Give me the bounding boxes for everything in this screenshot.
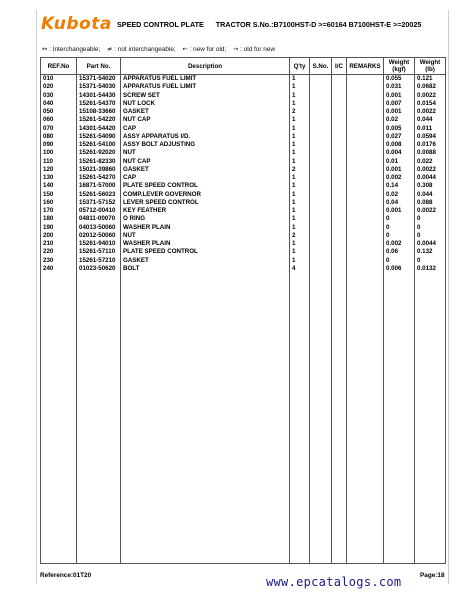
serial-no-cell bbox=[310, 158, 332, 166]
description-cell: GASKET bbox=[121, 166, 290, 174]
weight-kgf-cell: 0.04 bbox=[384, 199, 415, 207]
qty-cell: 2 bbox=[290, 108, 310, 116]
ref-no-cell: 170 bbox=[41, 207, 77, 215]
table-row bbox=[41, 83, 446, 91]
serial-no-cell bbox=[310, 83, 332, 91]
weight-lb-cell: 0.022 bbox=[415, 158, 446, 166]
qty-cell: 1 bbox=[290, 141, 310, 149]
ic-cell bbox=[332, 116, 347, 124]
table-row bbox=[41, 166, 446, 174]
ref-no-cell: 190 bbox=[41, 224, 77, 232]
part-no-cell: 15261-54090 bbox=[77, 133, 121, 141]
weight-lb-cell: 0 bbox=[415, 257, 446, 265]
serial-no-cell bbox=[310, 182, 332, 190]
weight-lb-cell: 0.132 bbox=[415, 248, 446, 256]
table-row bbox=[41, 199, 446, 207]
part-no-cell: 04811-00070 bbox=[77, 215, 121, 223]
description-cell: APPARATUS FUEL LIMIT bbox=[121, 75, 290, 84]
ic-cell bbox=[332, 149, 347, 157]
parts-table bbox=[40, 57, 446, 564]
part-no-cell: 05712-00410 bbox=[77, 207, 121, 215]
ref-no-cell: 070 bbox=[41, 125, 77, 133]
qty-cell: 1 bbox=[290, 248, 310, 256]
ic-cell bbox=[332, 182, 347, 190]
description-cell: CAP bbox=[121, 125, 290, 133]
weight-kgf-cell: 0.002 bbox=[384, 240, 415, 248]
page-number: Page:18 bbox=[420, 572, 445, 579]
ic-cell bbox=[332, 240, 347, 248]
description-cell: GASKET bbox=[121, 257, 290, 265]
remarks-cell bbox=[347, 240, 384, 248]
ref-no-cell: 160 bbox=[41, 199, 77, 207]
part-no-cell: 15261-92020 bbox=[77, 149, 121, 157]
weight-kgf-cell: 0.06 bbox=[384, 248, 415, 256]
serial-no-cell bbox=[310, 75, 332, 84]
description-cell: PLATE SPEED CONTROL bbox=[121, 182, 290, 190]
table-row bbox=[41, 174, 446, 182]
serial-no-cell bbox=[310, 108, 332, 116]
part-no-cell: 15261-82330 bbox=[77, 158, 121, 166]
description-cell: NUT LOCK bbox=[121, 100, 290, 108]
qty-cell: 1 bbox=[290, 92, 310, 100]
legend-item bbox=[42, 46, 100, 53]
weight-lb-cell: 0.011 bbox=[415, 125, 446, 133]
ref-no-cell: 220 bbox=[41, 248, 77, 256]
remarks-cell bbox=[347, 265, 384, 273]
empty-cell bbox=[290, 273, 310, 564]
ref-no-cell: 050 bbox=[41, 108, 77, 116]
weight-kgf-cell: 0.055 bbox=[384, 75, 415, 84]
description-cell: WASHER PLAIN bbox=[121, 224, 290, 232]
weight-kgf-cell: 0.02 bbox=[384, 191, 415, 199]
interchangeability-legend bbox=[42, 45, 280, 53]
table-row bbox=[41, 149, 446, 157]
weight-kgf-cell: 0.004 bbox=[384, 149, 415, 157]
weight-kgf-header: Weight (kgf) bbox=[384, 58, 415, 75]
ic-cell bbox=[332, 191, 347, 199]
description-cell: BOLT bbox=[121, 265, 290, 273]
table-row bbox=[41, 108, 446, 116]
qty-cell: 1 bbox=[290, 174, 310, 182]
ic-cell bbox=[332, 215, 347, 223]
serial-no-cell bbox=[310, 232, 332, 240]
qty-cell: 1 bbox=[290, 158, 310, 166]
weight-kgf-cell: 0.001 bbox=[384, 108, 415, 116]
weight-lb-cell: 0.044 bbox=[415, 116, 446, 124]
ic-cell bbox=[332, 108, 347, 116]
part-no-cell: 01023-50620 bbox=[77, 265, 121, 273]
ref-no-cell: 130 bbox=[41, 174, 77, 182]
weight-lb-cell: 0.0022 bbox=[415, 166, 446, 174]
serial-no-cell bbox=[310, 265, 332, 273]
table-row bbox=[41, 133, 446, 141]
interchangeable-icon: ↔ bbox=[42, 45, 48, 53]
weight-kgf-cell: 0.006 bbox=[384, 265, 415, 273]
page-title bbox=[117, 20, 421, 29]
ic-cell bbox=[332, 232, 347, 240]
weight-kgf-cell: 0.02 bbox=[384, 116, 415, 124]
ic-cell bbox=[332, 207, 347, 215]
new-for-old-icon: ← bbox=[182, 45, 188, 53]
weight-lb-cell: 0.0594 bbox=[415, 133, 446, 141]
weight-lb-cell: 0.0682 bbox=[415, 83, 446, 91]
serial-no-cell bbox=[310, 125, 332, 133]
ref-no-cell: 080 bbox=[41, 133, 77, 141]
description-cell: NUT bbox=[121, 149, 290, 157]
weight-lb-cell: 0 bbox=[415, 224, 446, 232]
ic-cell bbox=[332, 75, 347, 84]
empty-cell bbox=[77, 273, 121, 564]
ref-no-cell: 210 bbox=[41, 240, 77, 248]
weight-lb-cell: 0.0132 bbox=[415, 265, 446, 273]
weight-lb-cell: 0.121 bbox=[415, 75, 446, 84]
remarks-cell bbox=[347, 257, 384, 265]
legend-text: : Interchangeable; bbox=[49, 46, 101, 53]
ic-cell bbox=[332, 141, 347, 149]
remarks-cell bbox=[347, 191, 384, 199]
ic-cell bbox=[332, 224, 347, 232]
weight-lb-header: Weight (lb) bbox=[415, 58, 446, 75]
ref-no-cell: 240 bbox=[41, 265, 77, 273]
description-header: Description bbox=[121, 58, 290, 75]
remarks-cell bbox=[347, 166, 384, 174]
part-no-cell: 15261-56023 bbox=[77, 191, 121, 199]
serial-no-cell bbox=[310, 191, 332, 199]
ic-cell bbox=[332, 265, 347, 273]
serial-no-cell bbox=[310, 100, 332, 108]
empty-cell bbox=[121, 273, 290, 564]
part-no-cell: 16871-57000 bbox=[77, 182, 121, 190]
remarks-cell bbox=[347, 83, 384, 91]
weight-lb-cell: 0.0176 bbox=[415, 141, 446, 149]
remarks-cell bbox=[347, 75, 384, 84]
ref-no-cell: 030 bbox=[41, 92, 77, 100]
weight-kgf-cell: 0.007 bbox=[384, 100, 415, 108]
table-row bbox=[41, 207, 446, 215]
weight-kgf-cell: 0.01 bbox=[384, 158, 415, 166]
remarks-header: REMARKS bbox=[347, 58, 384, 75]
qty-cell: 1 bbox=[290, 207, 310, 215]
weight-lb-cell: 0.0022 bbox=[415, 92, 446, 100]
weight-lb-cell: 0.0044 bbox=[415, 174, 446, 182]
table-row bbox=[41, 116, 446, 124]
ref-no-cell: 180 bbox=[41, 215, 77, 223]
weight-lb-cell: 0.0088 bbox=[415, 149, 446, 157]
weight-kgf-cell: 0 bbox=[384, 257, 415, 265]
description-cell: KEY FEATHER bbox=[121, 207, 290, 215]
watermark-link[interactable]: www.epcatalogs.com bbox=[266, 575, 402, 589]
empty-cell bbox=[41, 273, 77, 564]
empty-cell bbox=[332, 273, 347, 564]
part-no-cell: 15021-39860 bbox=[77, 166, 121, 174]
remarks-cell bbox=[347, 141, 384, 149]
table-row bbox=[41, 125, 446, 133]
part-no-cell: 15261-54220 bbox=[77, 116, 121, 124]
table-row bbox=[41, 158, 446, 166]
remarks-cell bbox=[347, 92, 384, 100]
ref-no-cell: 020 bbox=[41, 83, 77, 91]
ic-cell bbox=[332, 199, 347, 207]
qty-cell: 2 bbox=[290, 166, 310, 174]
ic-cell bbox=[332, 100, 347, 108]
qty-cell: 1 bbox=[290, 240, 310, 248]
weight-kgf-cell: 0 bbox=[384, 232, 415, 240]
qty-cell: 1 bbox=[290, 149, 310, 157]
table-row bbox=[41, 182, 446, 190]
part-no-cell: 14301-54430 bbox=[77, 92, 121, 100]
qty-cell: 2 bbox=[290, 232, 310, 240]
ref-no-cell: 040 bbox=[41, 100, 77, 108]
legend-text: : old for new bbox=[240, 46, 275, 53]
ref-no-cell: 110 bbox=[41, 158, 77, 166]
old-for-new-icon: → bbox=[233, 45, 239, 53]
weight-lb-cell: 0.0022 bbox=[415, 207, 446, 215]
qty-cell: 1 bbox=[290, 83, 310, 91]
description-cell: LEVER SPEED CONTROL bbox=[121, 199, 290, 207]
weight-kgf-cell: 0.14 bbox=[384, 182, 415, 190]
table-filler-row bbox=[41, 273, 446, 564]
table-row bbox=[41, 215, 446, 223]
part-no-cell: 15261-54270 bbox=[77, 174, 121, 182]
ic-cell bbox=[332, 125, 347, 133]
qty-cell: 1 bbox=[290, 199, 310, 207]
ref-no-cell: 140 bbox=[41, 182, 77, 190]
qty-cell: 1 bbox=[290, 100, 310, 108]
description-cell: O RING bbox=[121, 215, 290, 223]
weight-kgf-cell: 0.001 bbox=[384, 92, 415, 100]
ref-no-cell: 010 bbox=[41, 75, 77, 84]
part-no-cell: 15261-94010 bbox=[77, 240, 121, 248]
legend-text: : not interchangeable; bbox=[114, 46, 176, 53]
ref-no-cell: 150 bbox=[41, 191, 77, 199]
ref-no-cell: 230 bbox=[41, 257, 77, 265]
table-row bbox=[41, 224, 446, 232]
empty-cell bbox=[310, 273, 332, 564]
weight-kgf-cell: 0 bbox=[384, 224, 415, 232]
ic-cell bbox=[332, 174, 347, 182]
part-no-cell: 04013-50060 bbox=[77, 224, 121, 232]
table-row bbox=[41, 92, 446, 100]
remarks-cell bbox=[347, 182, 384, 190]
weight-kgf-cell: 0.008 bbox=[384, 141, 415, 149]
serial-no-cell bbox=[310, 207, 332, 215]
serial-no-cell bbox=[310, 133, 332, 141]
table-row bbox=[41, 75, 446, 84]
ref-no-cell: 100 bbox=[41, 149, 77, 157]
part-no-cell: 15371-57152 bbox=[77, 199, 121, 207]
part-no-cell: 15261-54100 bbox=[77, 141, 121, 149]
qty-cell: 1 bbox=[290, 116, 310, 124]
ic-cell bbox=[332, 166, 347, 174]
part-no-cell: 02012-50060 bbox=[77, 232, 121, 240]
description-cell: NUT CAP bbox=[121, 158, 290, 166]
part-no-cell: 15261-57210 bbox=[77, 257, 121, 265]
part-no-cell: 14301-54420 bbox=[77, 125, 121, 133]
table-row bbox=[41, 100, 446, 108]
ref-no-cell: 200 bbox=[41, 232, 77, 240]
weight-lb-cell: 0.0022 bbox=[415, 108, 446, 116]
ic-cell bbox=[332, 158, 347, 166]
qty-cell: 1 bbox=[290, 257, 310, 265]
table-row bbox=[41, 248, 446, 256]
part-title: SPEED CONTROL PLATE bbox=[117, 20, 204, 29]
qty-cell: 1 bbox=[290, 191, 310, 199]
empty-cell bbox=[384, 273, 415, 564]
weight-lb-cell: 0.0044 bbox=[415, 240, 446, 248]
remarks-cell bbox=[347, 108, 384, 116]
part-no-cell: 15261-54370 bbox=[77, 100, 121, 108]
reference-number: Reference:01T20 bbox=[40, 572, 92, 579]
kubota-logo: Kubota bbox=[41, 14, 112, 34]
ref-no-cell: 060 bbox=[41, 116, 77, 124]
description-cell: GASKET bbox=[121, 108, 290, 116]
table-row bbox=[41, 191, 446, 199]
qty-cell: 1 bbox=[290, 215, 310, 223]
serial-no-cell bbox=[310, 174, 332, 182]
remarks-cell bbox=[347, 224, 384, 232]
qty-cell: 1 bbox=[290, 224, 310, 232]
description-cell: ASSY BOLT ADJUSTING bbox=[121, 141, 290, 149]
weight-kgf-cell: 0.027 bbox=[384, 133, 415, 141]
serial-no-cell bbox=[310, 224, 332, 232]
ic-cell bbox=[332, 133, 347, 141]
serial-no-cell bbox=[310, 215, 332, 223]
parts-table-body bbox=[41, 75, 446, 564]
qty-cell: 1 bbox=[290, 75, 310, 84]
model-info: TRACTOR S.No.:B7100HST-D >=60164 B7100HST-E >=20025 bbox=[215, 20, 422, 29]
not-interchangeable-icon: ≠ bbox=[107, 45, 113, 53]
description-cell: ASSY APPARATUS I/D. bbox=[121, 133, 290, 141]
serial-no-cell bbox=[310, 116, 332, 124]
description-cell: SCREW SET bbox=[121, 92, 290, 100]
serial-no-cell bbox=[310, 141, 332, 149]
serial-no-cell bbox=[310, 257, 332, 265]
serial-no-cell bbox=[310, 92, 332, 100]
serial-no-cell bbox=[310, 166, 332, 174]
legend-item bbox=[233, 46, 275, 53]
remarks-cell bbox=[347, 116, 384, 124]
qty-cell: 1 bbox=[290, 133, 310, 141]
remarks-cell bbox=[347, 232, 384, 240]
ic-cell bbox=[332, 92, 347, 100]
ic-cell bbox=[332, 257, 347, 265]
description-cell: PLATE SPEED CONTROL bbox=[121, 248, 290, 256]
remarks-cell bbox=[347, 149, 384, 157]
remarks-cell bbox=[347, 125, 384, 133]
remarks-cell bbox=[347, 248, 384, 256]
serial-no-header: S.No. bbox=[310, 58, 332, 75]
weight-lb-cell: 0 bbox=[415, 215, 446, 223]
ref-no-cell: 090 bbox=[41, 141, 77, 149]
ref-no-header: REF.No bbox=[41, 58, 77, 75]
qty-header: Q'ty bbox=[290, 58, 310, 75]
table-row bbox=[41, 232, 446, 240]
part-no-cell: 15371-54030 bbox=[77, 83, 121, 91]
remarks-cell bbox=[347, 133, 384, 141]
qty-cell: 4 bbox=[290, 265, 310, 273]
serial-no-cell bbox=[310, 240, 332, 248]
qty-cell: 1 bbox=[290, 182, 310, 190]
empty-cell bbox=[347, 273, 384, 564]
ic-header: I/C bbox=[332, 58, 347, 75]
ref-no-cell: 120 bbox=[41, 166, 77, 174]
description-cell: CAP bbox=[121, 174, 290, 182]
remarks-cell bbox=[347, 100, 384, 108]
part-no-cell: 15108-33660 bbox=[77, 108, 121, 116]
weight-kgf-cell: 0.001 bbox=[384, 166, 415, 174]
weight-kgf-cell: 0.005 bbox=[384, 125, 415, 133]
serial-no-cell bbox=[310, 248, 332, 256]
weight-kgf-cell: 0.001 bbox=[384, 207, 415, 215]
serial-no-cell bbox=[310, 199, 332, 207]
legend-item bbox=[107, 46, 176, 53]
part-no-cell: 15371-54020 bbox=[77, 75, 121, 84]
description-cell: NUT bbox=[121, 232, 290, 240]
table-row bbox=[41, 240, 446, 248]
ic-cell bbox=[332, 248, 347, 256]
weight-lb-cell: 0.088 bbox=[415, 199, 446, 207]
weight-lb-cell: 0 bbox=[415, 232, 446, 240]
description-cell: NUT CAP bbox=[121, 116, 290, 124]
remarks-cell bbox=[347, 199, 384, 207]
table-row bbox=[41, 141, 446, 149]
table-row bbox=[41, 257, 446, 265]
remarks-cell bbox=[347, 174, 384, 182]
table-header-row bbox=[41, 58, 446, 75]
weight-lb-cell: 0.308 bbox=[415, 182, 446, 190]
remarks-cell bbox=[347, 215, 384, 223]
description-cell: COMP.LEVER GOVERNOR bbox=[121, 191, 290, 199]
weight-lb-cell: 0.0154 bbox=[415, 100, 446, 108]
weight-kgf-cell: 0 bbox=[384, 215, 415, 223]
empty-cell bbox=[415, 273, 446, 564]
legend-text: : new for old; bbox=[189, 46, 227, 53]
serial-no-cell bbox=[310, 149, 332, 157]
weight-kgf-cell: 0.031 bbox=[384, 83, 415, 91]
part-no-header: Part No. bbox=[77, 58, 121, 75]
part-no-cell: 15261-57110 bbox=[77, 248, 121, 256]
ic-cell bbox=[332, 83, 347, 91]
table-row bbox=[41, 265, 446, 273]
legend-item bbox=[182, 46, 226, 53]
remarks-cell bbox=[347, 158, 384, 166]
description-cell: APPARATUS FUEL LIMIT bbox=[121, 83, 290, 91]
weight-lb-cell: 0.044 bbox=[415, 191, 446, 199]
remarks-cell bbox=[347, 207, 384, 215]
description-cell: WASHER PLAIN bbox=[121, 240, 290, 248]
qty-cell: 1 bbox=[290, 125, 310, 133]
weight-kgf-cell: 0.002 bbox=[384, 174, 415, 182]
